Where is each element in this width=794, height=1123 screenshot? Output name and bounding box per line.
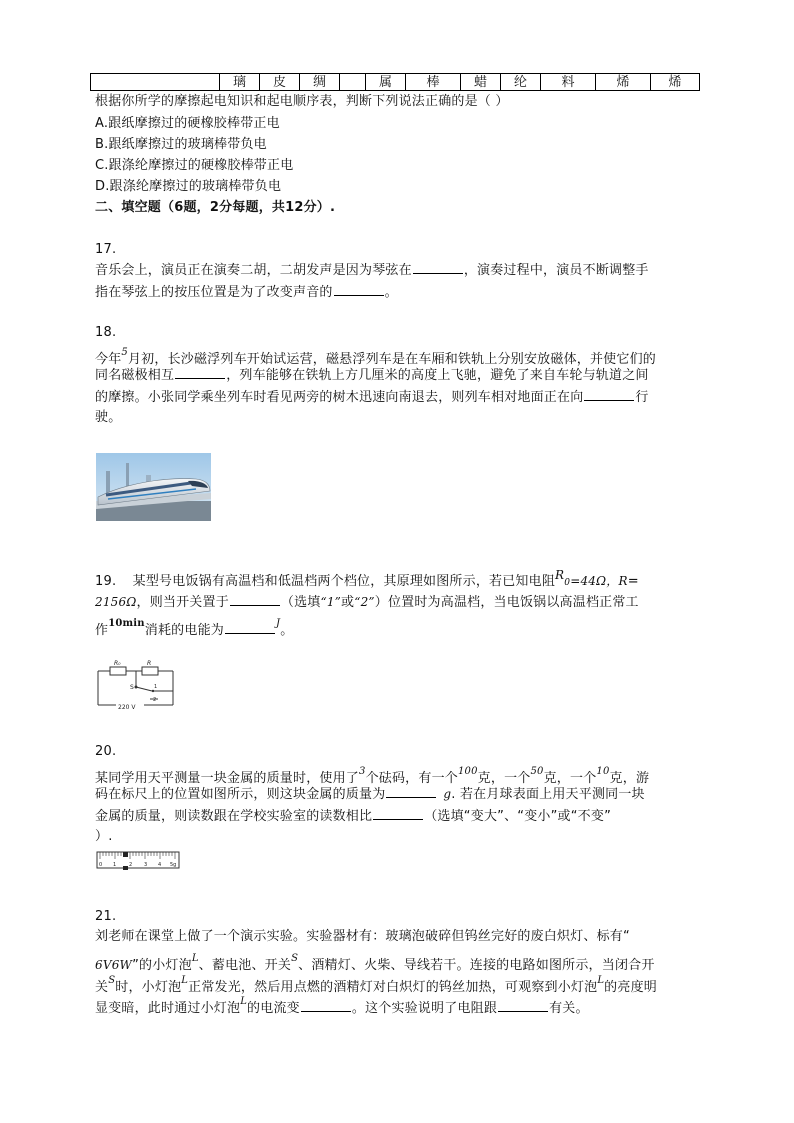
q17-text: 音乐会上，演员正在演奏二胡，二胡发声是因为琴弦在 [95, 263, 412, 278]
q19-text: ）位置时为高温档，当电饭锅以高温档正常工 [374, 595, 639, 610]
q21-symbol-l: L [191, 953, 199, 964]
q20-text: 金属的质量，则读数跟在学校实验室的读数相比 [95, 809, 373, 824]
q17-number: 17. [95, 242, 117, 257]
q17-text: ，演奏过程中，演员不断调整手 [463, 263, 649, 278]
q19-number: 19. [95, 574, 117, 589]
fig-label-1: 1 [154, 684, 158, 690]
fig-label-s: S [130, 684, 134, 691]
switch-lever [136, 687, 152, 691]
q20-unit: g [443, 787, 452, 801]
q19-text: 作 [95, 623, 109, 638]
q21-line1: 刘老师在课堂上做了一个演示实验。实验器材有：玻璃泡破碎但钨丝完好的废白炽灯、标有“ [95, 929, 630, 944]
fig-label-2: 2 [153, 697, 157, 703]
resistor-r0-shape [110, 667, 126, 675]
table-cell: 属 [366, 74, 406, 91]
q19-time: 10min [108, 618, 145, 629]
q18-text: ，列车能够在铁轨上方几厘米的高度上飞驰，避免了来自车轮与轨道之间 [226, 368, 649, 383]
answer-blank[interactable] [301, 997, 351, 1012]
q20-text: （选填“变大”、“变小”或“不变” [424, 809, 612, 824]
q21-line4 [95, 991, 589, 1020]
q20-text: 克，一个 [477, 771, 531, 786]
q20-line2 [95, 783, 645, 806]
q21-symbol-l: L [240, 996, 248, 1007]
table-cell: 纶 [501, 74, 541, 91]
q21-symbol-s: S [291, 953, 299, 964]
q20-text: 个砝码，有一个 [365, 771, 458, 786]
q19-text: 或 [341, 595, 355, 610]
section-title: 二、填空题（6题，2分每题，共12分）. [95, 200, 336, 215]
q19-option-2: “2” [354, 595, 375, 609]
q16-option-c: C.跟涤纶摩擦过的硬橡胶棒带正电 [95, 158, 294, 173]
table-cell [340, 74, 366, 91]
q21-text: 的亮度明 [604, 980, 657, 995]
rice-cooker-circuit-diagram [96, 657, 178, 713]
q21-text: ”的小灯泡 [132, 958, 192, 973]
q19-text: ，则当开关置于 [136, 595, 229, 610]
table-cell [91, 74, 220, 91]
q16-option-a: A.跟纸摩擦过的硬橡胶棒带正电 [95, 116, 280, 131]
q18-text: 同名磁极相互 [95, 368, 175, 383]
q21-text: 。这个实验说明了电阻跟 [351, 1001, 498, 1016]
q17-line1 [95, 259, 649, 282]
q20-text: 某同学用天平测量一块金属的质量时，使用了 [95, 771, 360, 786]
q18-line2 [95, 364, 649, 387]
q20-text: . 若在月球表面上用天平测同一块 [451, 787, 645, 802]
q19-text: 消耗的电能为 [144, 623, 224, 638]
answer-blank[interactable] [373, 805, 423, 820]
fig-label-voltage: 220 V [118, 704, 136, 711]
friction-order-table [90, 73, 700, 91]
table-cell: 蜡 [461, 74, 501, 91]
rider-bottom [123, 866, 128, 870]
q19-line2 [95, 591, 639, 614]
q21-text: 有关。 [549, 1001, 589, 1016]
q18-text: 行 [635, 390, 649, 405]
fig-label-r: R [147, 660, 152, 667]
q17-text: 指在琴弦上的按压位置是为了改变声音的 [95, 285, 333, 300]
balance-rider-scale [96, 851, 181, 871]
q18-line3 [95, 386, 649, 409]
q20-mass-2: 50 [530, 766, 544, 777]
table-cell: 料 [541, 74, 596, 91]
q21-text: 正常发光，然后用点燃的酒精灯对白炽灯的钨丝加热，可观察到小灯泡 [188, 980, 598, 995]
q21-symbol-s: S [108, 975, 116, 986]
q19-text: 。 [280, 623, 294, 638]
q19-text: 某型号电饭锅有高温档和低温档两个档位，其原理如图所示，若已知电阻 [132, 574, 556, 589]
ruler-label: 3 [144, 862, 148, 868]
ruler-label: 0 [99, 862, 103, 868]
answer-blank[interactable] [230, 591, 280, 606]
q19-symbol-r0: R [555, 568, 565, 582]
answer-blank[interactable] [498, 997, 548, 1012]
q16-stem: 根据你所学的摩擦起电知识和起电顺序表，判断下列说法正确的是（ ） [95, 94, 509, 109]
answer-blank[interactable] [584, 386, 634, 401]
q18-number-value: 5 [121, 347, 128, 358]
answer-blank[interactable] [413, 259, 463, 274]
ruler-label: 2 [129, 862, 133, 868]
q21-text: 、酒精灯、火柴、导线若干。连接的电路如图所示，当闭合开 [298, 958, 655, 973]
ruler-label: 1 [113, 862, 117, 868]
q20-line3 [95, 805, 611, 828]
q21-number: 21. [95, 909, 117, 924]
maglev-train-image [96, 453, 211, 521]
q19-text: （选填 [280, 595, 321, 610]
table-cell: 皮 [260, 74, 300, 91]
q21-text: 的电流变 [247, 1001, 300, 1016]
q19-value: 2156Ω [95, 595, 137, 609]
q17-text: 。 [384, 285, 398, 300]
table-row [91, 74, 700, 91]
q21-rating: 6V6W [95, 958, 133, 972]
ruler-label: 5g [170, 862, 177, 868]
q20-mass-3: 10 [596, 766, 610, 777]
q21-symbol-l: L [597, 975, 605, 986]
q18-line4: 驶。 [95, 410, 122, 425]
q16-option-d: D.跟涤纶摩擦过的玻璃棒带负电 [95, 179, 282, 194]
fig-label-r0: R₀ [114, 660, 121, 667]
answer-blank[interactable] [175, 364, 225, 379]
q19-symbol-r: R [618, 574, 628, 588]
q19-symbol-sub: 0 [564, 578, 571, 588]
q21-text: 时，小灯泡 [115, 980, 182, 995]
table-cell: 绸 [300, 74, 340, 91]
q17-line2 [95, 281, 398, 304]
q18-text: 月初，长沙磁浮列车开始试运营，磁悬浮列车是在车厢和铁轨上分别安放磁体，并使它们的 [127, 352, 656, 367]
rider-top [123, 852, 128, 857]
q21-text: 显变暗，此时通过小灯泡 [95, 1001, 241, 1016]
q18-number: 18. [95, 325, 117, 340]
q20-text: 克，一个 [543, 771, 597, 786]
q19-text: = [627, 574, 639, 589]
q21-symbol-l: L [181, 975, 189, 986]
q20-text: 克，游 [609, 771, 650, 786]
q19-text: =44Ω， [570, 574, 619, 588]
table-cell: 璃 [220, 74, 260, 91]
table-cell: 烯 [596, 74, 651, 91]
q16-option-b: B.跟纸摩擦过的玻璃棒带负电 [95, 137, 267, 152]
ruler-label: 4 [158, 862, 162, 868]
q18-text: 的摩擦。小张同学乘坐列车时看见两旁的树木迅速向南退去，则列车相对地面正在向 [95, 390, 584, 405]
q20-text: 码在标尺上的位置如图所示，则这块金属的质量为 [95, 787, 386, 802]
q20-mass-1: 100 [457, 766, 478, 777]
answer-blank[interactable] [225, 619, 275, 634]
table-cell: 棒 [406, 74, 461, 91]
q20-number: 20. [95, 744, 117, 759]
q20-line4: ）. [95, 829, 113, 844]
q21-text: 、蓄电池、开关 [198, 958, 292, 973]
q21-text: 关 [95, 980, 109, 995]
answer-blank[interactable] [334, 281, 384, 296]
q19-line3 [95, 613, 293, 642]
q19-option-1: “1” [320, 595, 342, 609]
resistor-r-shape [142, 667, 158, 675]
q19-unit: J [275, 618, 281, 629]
table-cell: 烯 [651, 74, 700, 91]
q20-count: 3 [359, 766, 366, 777]
answer-blank[interactable] [386, 783, 436, 798]
q18-text: 今年 [95, 352, 122, 367]
